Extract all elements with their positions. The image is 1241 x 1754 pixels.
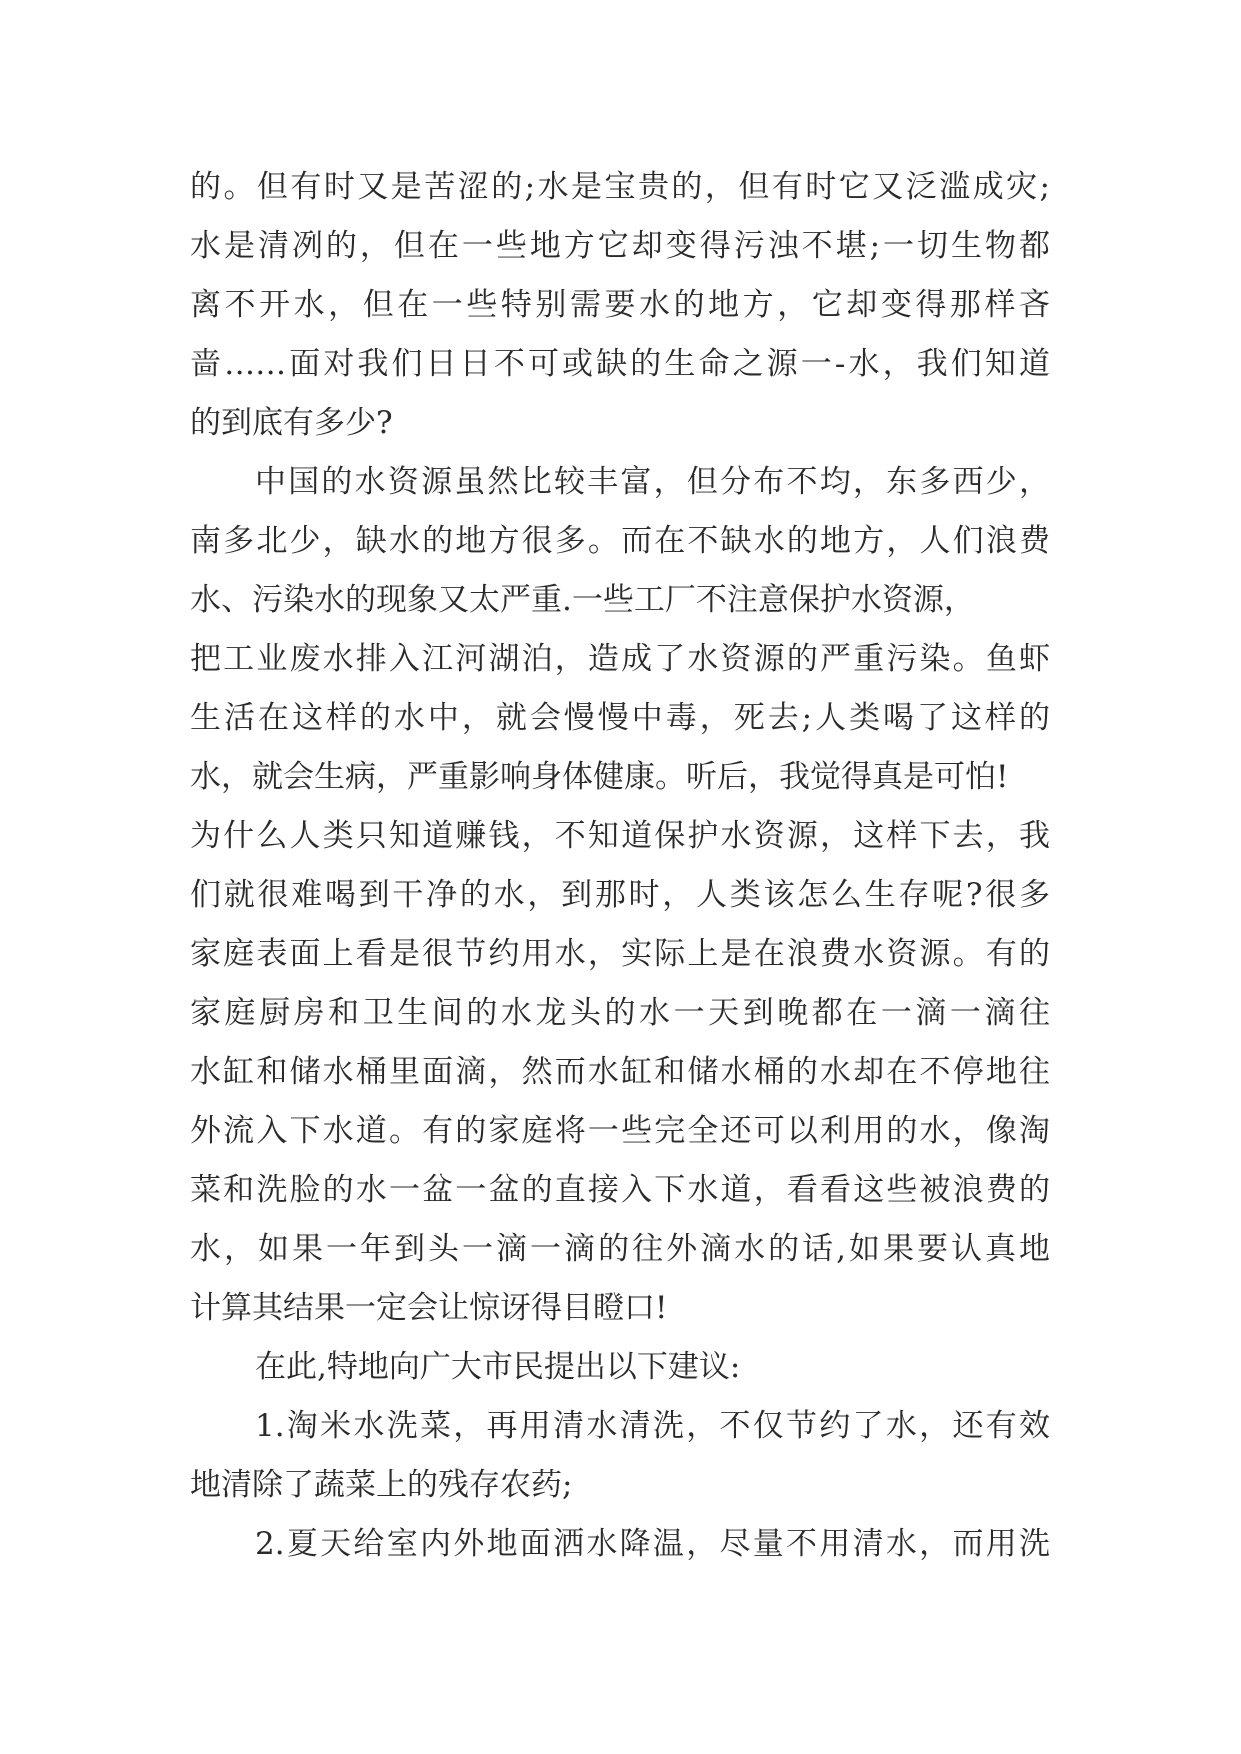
text-line: 的到底有多少? <box>190 405 393 441</box>
text-line: 中国的水资源虽然比较丰富，但分布不均，东多西少， <box>255 464 1050 500</box>
text-line: 水，就会生病，严重影响身体健康。听后，我觉得真是可怕! <box>190 759 1009 795</box>
text-line: 把工业废水排入江河湖泊，造成了水资源的严重污染。鱼虾 <box>190 641 1050 677</box>
text-line: 们就很难喝到干净的水，到那时，人类该怎么生存呢?很多 <box>190 877 1050 913</box>
text-line: 家庭表面上看是很节约用水，实际上是在浪费水资源。有的 <box>190 936 1050 972</box>
text-line: 生活在这样的水中，就会慢慢中毒，死去;人类喝了这样的 <box>190 700 1050 736</box>
text-line: 啬……面对我们日日不可或缺的生命之源一-水，我们知道 <box>190 346 1050 382</box>
text-line: 在此,特地向广大市民提出以下建议: <box>255 1349 741 1385</box>
text-line: 家庭厨房和卫生间的水龙头的水一天到晚都在一滴一滴往 <box>190 995 1050 1031</box>
text-line: 南多北少，缺水的地方很多。而在不缺水的地方，人们浪费 <box>190 523 1050 559</box>
text-line: 计算其结果一定会让惊讶得目瞪口! <box>190 1290 668 1326</box>
list-item-line: 1.淘米水洗菜，再用清水清洗，不仅节约了水，还有效 <box>255 1408 1050 1444</box>
text-line: 菜和洗脸的水一盆一盆的直接入下水道，看看这些被浪费的 <box>190 1172 1050 1208</box>
text-line: 的。但有时又是苦涩的;水是宝贵的，但有时它又泛滥成灾; <box>190 169 1050 205</box>
text-line: 水，如果一年到头一滴一滴的往外滴水的话,如果要认真地 <box>190 1231 1050 1267</box>
list-item-line: 2.夏天给室内外地面洒水降温，尽量不用清水，而用洗 <box>255 1526 1050 1562</box>
text-line: 水缸和储水桶里面滴，然而水缸和储水桶的水却在不停地往 <box>190 1054 1050 1090</box>
text-line: 为什么人类只知道赚钱，不知道保护水资源，这样下去，我 <box>190 818 1050 854</box>
text-line: 水是清冽的，但在一些地方它却变得污浊不堪;一切生物都 <box>190 228 1050 264</box>
text-line: 水、污染水的现象又太严重.一些工厂不注意保护水资源， <box>190 582 975 618</box>
list-item-line: 地清除了蔬菜上的残存农药; <box>190 1467 573 1503</box>
text-line: 外流入下水道。有的家庭将一些完全还可以利用的水，像淘 <box>190 1113 1050 1149</box>
body-text <box>190 158 1050 1574</box>
text-line: 离不开水，但在一些特别需要水的地方，它却变得那样吝 <box>190 287 1050 323</box>
